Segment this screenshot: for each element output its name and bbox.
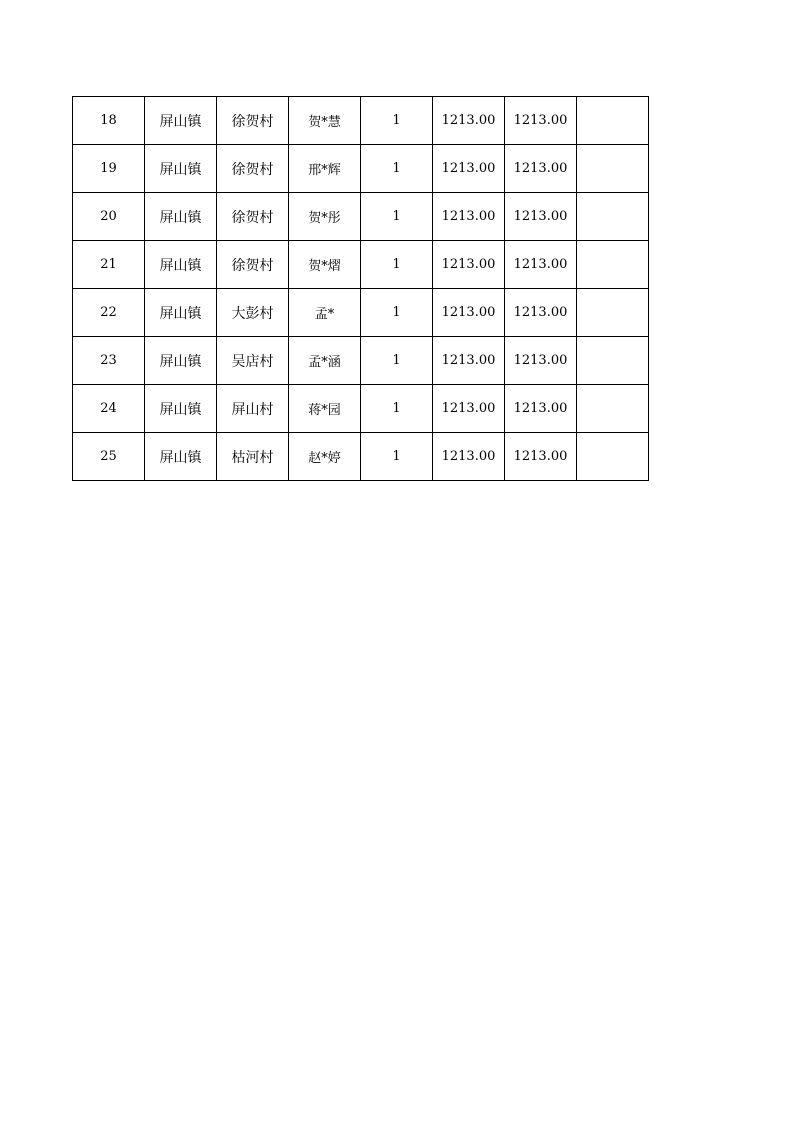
index-cell: 23: [73, 337, 145, 385]
town-cell: 屏山镇: [145, 97, 217, 145]
count-cell: 1: [361, 241, 433, 289]
total-cell: 1213.00: [505, 289, 577, 337]
name-cell: 赵*婷: [289, 433, 361, 481]
amount-cell: 1213.00: [433, 289, 505, 337]
index-cell: 24: [73, 385, 145, 433]
note-cell: [577, 241, 649, 289]
town-cell: 屏山镇: [145, 241, 217, 289]
village-cell: 大彭村: [217, 289, 289, 337]
note-cell: [577, 385, 649, 433]
amount-cell: 1213.00: [433, 433, 505, 481]
index-cell: 22: [73, 289, 145, 337]
village-cell: 吴店村: [217, 337, 289, 385]
note-cell: [577, 97, 649, 145]
count-cell: 1: [361, 385, 433, 433]
index-cell: 25: [73, 433, 145, 481]
total-cell: 1213.00: [505, 385, 577, 433]
count-cell: 1: [361, 289, 433, 337]
name-cell: 邢*辉: [289, 145, 361, 193]
count-cell: 1: [361, 97, 433, 145]
town-cell: 屏山镇: [145, 289, 217, 337]
note-cell: [577, 193, 649, 241]
table-row: [73, 145, 649, 193]
name-cell: 贺*熠: [289, 241, 361, 289]
name-cell: 贺*彤: [289, 193, 361, 241]
amount-cell: 1213.00: [433, 241, 505, 289]
note-cell: [577, 289, 649, 337]
note-cell: [577, 433, 649, 481]
name-cell: 贺*慧: [289, 97, 361, 145]
index-cell: 18: [73, 97, 145, 145]
amount-cell: 1213.00: [433, 193, 505, 241]
town-cell: 屏山镇: [145, 385, 217, 433]
note-cell: [577, 337, 649, 385]
table-row: [73, 241, 649, 289]
table-body: [73, 97, 649, 481]
table-row: [73, 193, 649, 241]
table-row: [73, 337, 649, 385]
amount-cell: 1213.00: [433, 97, 505, 145]
town-cell: 屏山镇: [145, 193, 217, 241]
count-cell: 1: [361, 193, 433, 241]
amount-cell: 1213.00: [433, 145, 505, 193]
name-cell: 孟*: [289, 289, 361, 337]
name-cell: 蒋*园: [289, 385, 361, 433]
town-cell: 屏山镇: [145, 433, 217, 481]
total-cell: 1213.00: [505, 193, 577, 241]
total-cell: 1213.00: [505, 433, 577, 481]
table-row: [73, 433, 649, 481]
count-cell: 1: [361, 337, 433, 385]
total-cell: 1213.00: [505, 241, 577, 289]
count-cell: 1: [361, 433, 433, 481]
town-cell: 屏山镇: [145, 337, 217, 385]
note-cell: [577, 145, 649, 193]
amount-cell: 1213.00: [433, 337, 505, 385]
table-row: [73, 289, 649, 337]
count-cell: 1: [361, 145, 433, 193]
town-cell: 屏山镇: [145, 145, 217, 193]
village-cell: 徐贺村: [217, 97, 289, 145]
index-cell: 19: [73, 145, 145, 193]
village-cell: 屏山村: [217, 385, 289, 433]
total-cell: 1213.00: [505, 97, 577, 145]
village-cell: 徐贺村: [217, 145, 289, 193]
table-row: [73, 385, 649, 433]
total-cell: 1213.00: [505, 337, 577, 385]
table-row: [73, 97, 649, 145]
village-cell: 徐贺村: [217, 241, 289, 289]
name-cell: 孟*涵: [289, 337, 361, 385]
village-cell: 徐贺村: [217, 193, 289, 241]
index-cell: 20: [73, 193, 145, 241]
data-table: [72, 96, 649, 481]
village-cell: 枯河村: [217, 433, 289, 481]
index-cell: 21: [73, 241, 145, 289]
amount-cell: 1213.00: [433, 385, 505, 433]
total-cell: 1213.00: [505, 145, 577, 193]
